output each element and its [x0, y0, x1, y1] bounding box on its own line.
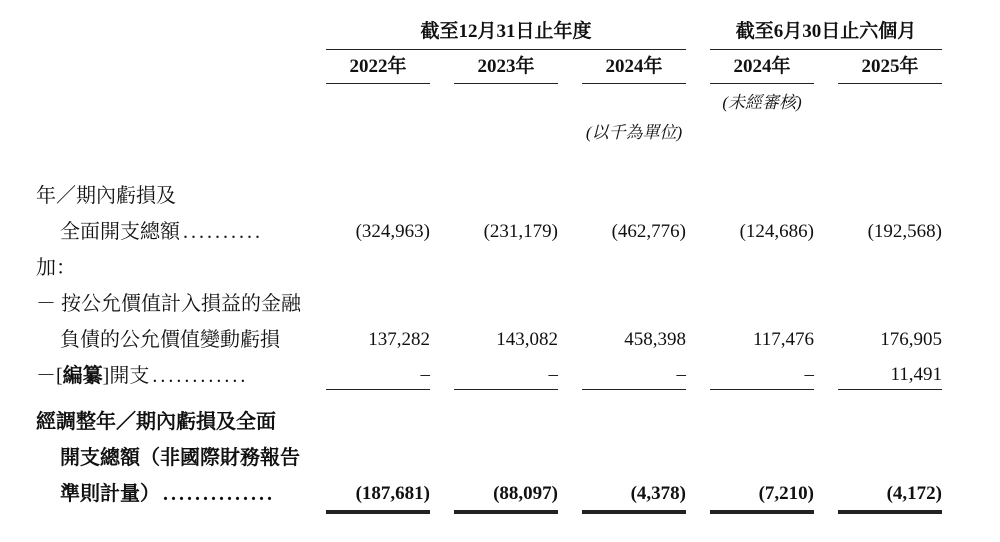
cell-value: (231,179) [483, 221, 558, 242]
unaudited-note: (未經審核) [722, 93, 802, 112]
row-label-suffix: ]開支 [102, 365, 150, 387]
cell-value: 117,476 [752, 329, 814, 350]
row-adjusted-loss-total-line2 [36, 436, 1000, 472]
row-label: 經調整年／期內虧損及全面 [36, 411, 276, 433]
header-body-spacer [36, 144, 1000, 174]
year-header-2024: 2024年 [582, 55, 686, 84]
cell-value: – [454, 361, 558, 390]
cell-value: (462,776) [611, 221, 686, 242]
dot-leader: ............ [152, 365, 249, 387]
cell-value: (187,681) [355, 483, 430, 504]
year-header-2025-interim: 2025年 [838, 55, 942, 84]
double-rule [582, 510, 686, 514]
row-adjusted-loss-total-line1 [36, 400, 1000, 436]
row-label [36, 480, 302, 508]
double-rule [838, 510, 942, 514]
row-label-text: 準則計量） [60, 483, 160, 505]
cell-value: (192,568) [867, 221, 942, 242]
column-group-annual [326, 20, 686, 50]
row-year-period-loss-line1 [36, 174, 1000, 210]
row-listing-expenses [36, 354, 1000, 390]
cell-value: (4,172) [886, 483, 942, 504]
column-group-annual-title: 截至12月31日止年度 [420, 21, 592, 42]
double-rule [710, 510, 814, 514]
cell-value: (124,686) [739, 221, 814, 242]
row-fvtpl-fair-value-change-line1 [36, 282, 1000, 318]
year-header-2023: 2023年 [454, 55, 558, 84]
dot-leader: .......... [183, 221, 263, 243]
column-group-header-row [36, 12, 1000, 50]
cell-value: (88,097) [493, 483, 558, 504]
row-label-redacted: 編纂 [62, 365, 103, 387]
row-label-prefix: －[ [36, 365, 63, 387]
double-rule [454, 510, 558, 514]
row-label [36, 218, 302, 246]
year-header-2022: 2022年 [326, 55, 430, 84]
row-label: 加： [36, 257, 76, 279]
total-double-rule-row [36, 508, 1000, 520]
cell-value: – [582, 361, 686, 390]
cell-value: (324,963) [355, 221, 430, 242]
year-header-2024-interim: 2024年 [710, 55, 814, 84]
cell-value: (4,378) [630, 483, 686, 504]
unit-note-row [36, 114, 1000, 144]
cell-value: 143,082 [496, 329, 558, 350]
cell-value: 458,398 [624, 329, 686, 350]
row-adjusted-loss-total-line3 [36, 472, 1000, 508]
cell-value: – [326, 361, 430, 390]
cell-value: (7,210) [758, 483, 814, 504]
cell-value: 176,905 [880, 329, 942, 350]
row-add-label [36, 246, 1000, 282]
row-fvtpl-fair-value-change-line2 [36, 318, 1000, 354]
row-year-period-loss-line2 [36, 210, 1000, 246]
row-label: 年／期內虧損及 [36, 185, 176, 207]
cell-value: 11,491 [838, 361, 942, 390]
row-label [36, 362, 302, 390]
dot-leader: .............. [163, 483, 275, 505]
row-label: － 按公允價值計入損益的金融 [36, 293, 301, 315]
row-label: 開支總額（非國際財務報告 [60, 447, 300, 469]
row-label-text: 全面開支總額 [60, 221, 180, 243]
unaudited-note-row [36, 84, 1000, 114]
section-spacer [36, 390, 1000, 400]
cell-value: – [710, 361, 814, 390]
row-label: 負債的公允價值變動虧損 [60, 329, 280, 351]
double-rule [326, 510, 430, 514]
unit-note: (以千為單位) [585, 123, 683, 142]
cell-value: 137,282 [368, 329, 430, 350]
year-header-row [36, 50, 1000, 84]
column-group-interim-title: 截至6月30日止六個月 [735, 21, 917, 42]
column-group-interim [710, 20, 942, 50]
